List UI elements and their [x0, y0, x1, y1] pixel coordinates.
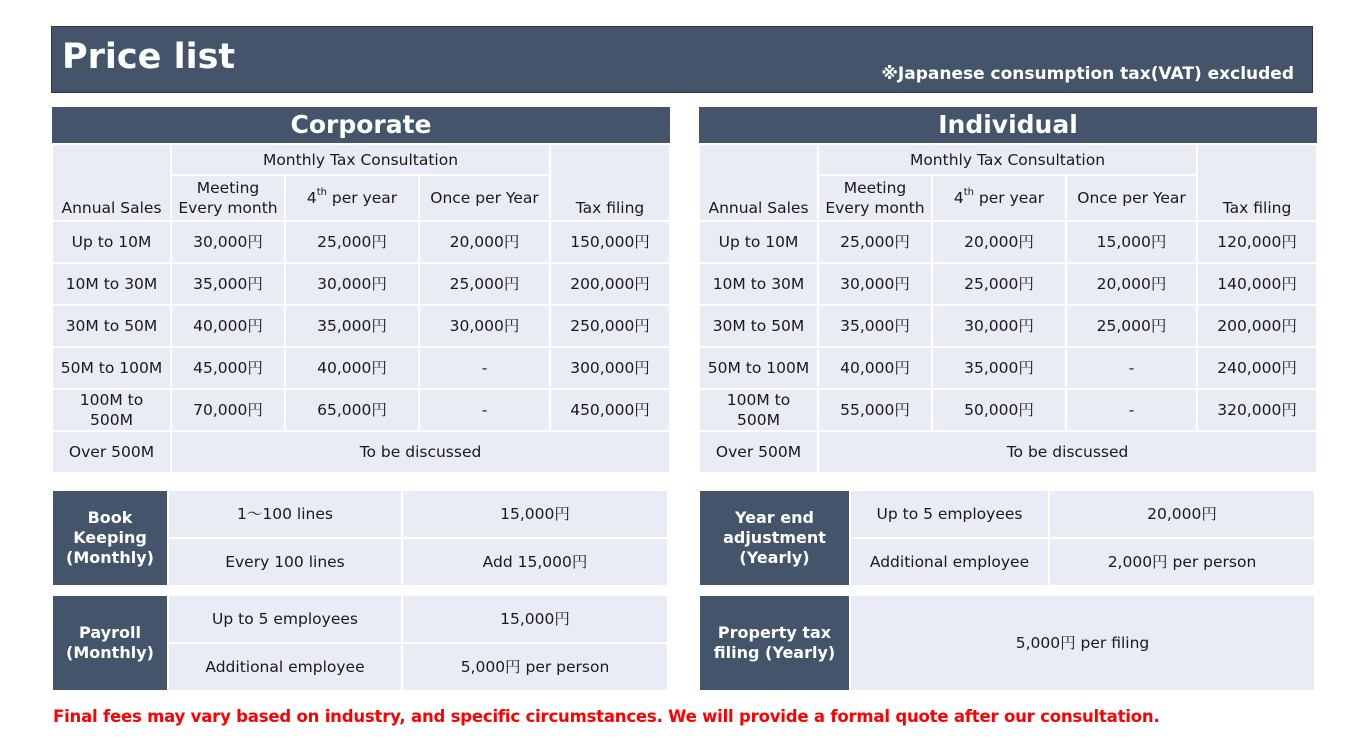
- service-item-cell: 1～100 lines: [168, 490, 402, 538]
- tax-filing-price-cell: 300,000円: [550, 347, 670, 389]
- once-price-cell: 30,000円: [419, 305, 550, 347]
- table-row: [699, 431, 1317, 473]
- table-row: [52, 263, 670, 305]
- once-price-cell: 20,000円: [1066, 263, 1197, 305]
- once-price-cell: 20,000円: [419, 221, 550, 263]
- fourth-price-cell: 40,000円: [285, 347, 419, 389]
- meeting-price-cell: 30,000円: [818, 263, 932, 305]
- tax-filing-price-cell: 150,000円: [550, 221, 670, 263]
- annual-sales-cell: 10M to 30M: [699, 263, 818, 305]
- corporate-price-table: [51, 107, 671, 474]
- annual-sales-cell: 100M to 500M: [52, 389, 171, 431]
- service-item-cell: Up to 5 employees: [850, 490, 1049, 538]
- service-price-cell: 2,000円 per person: [1049, 538, 1315, 586]
- service-price-cell: 20,000円: [1049, 490, 1315, 538]
- page-title: Price list: [62, 37, 236, 77]
- meeting-price-cell: 70,000円: [171, 389, 285, 431]
- fourth-price-cell: 25,000円: [932, 263, 1066, 305]
- col-4th-num: 4: [953, 189, 964, 207]
- meeting-price-cell: 40,000円: [171, 305, 285, 347]
- meeting-price-cell: 25,000円: [818, 221, 932, 263]
- table-row: [699, 305, 1317, 347]
- meeting-price-cell: 35,000円: [171, 263, 285, 305]
- fourth-price-cell: 20,000円: [932, 221, 1066, 263]
- col-group-monthly-consultation: Monthly Tax Consultation: [171, 144, 550, 175]
- table-row: [699, 347, 1317, 389]
- once-price-cell: -: [419, 347, 550, 389]
- service-price-cell: 5,000円 per person: [402, 643, 668, 691]
- service-price-cell: 15,000円: [402, 595, 668, 643]
- col-4th-per-year: [932, 175, 1066, 221]
- col-4th-rest: per year: [326, 189, 398, 207]
- tax-filing-price-cell: 240,000円: [1197, 347, 1317, 389]
- footer-disclaimer: Final fees may vary based on industry, and specific circumstances. We will provide a formal quote after our consultation.: [53, 707, 1160, 726]
- col-4th-sup: th: [316, 187, 327, 198]
- col-once-per-year: Once per Year: [1066, 175, 1197, 221]
- property-tax-label: Property tax filing (Yearly): [699, 595, 850, 691]
- individual-title: Individual: [699, 107, 1317, 144]
- annual-sales-cell: Up to 10M: [699, 221, 818, 263]
- fourth-price-cell: 50,000円: [932, 389, 1066, 431]
- annual-sales-cell: Up to 10M: [52, 221, 171, 263]
- meeting-price-cell: 55,000円: [818, 389, 932, 431]
- service-item-cell: Additional employee: [168, 643, 402, 691]
- once-price-cell: -: [419, 389, 550, 431]
- col-group-monthly-consultation: Monthly Tax Consultation: [818, 144, 1197, 175]
- service-price-cell: 5,000円 per filing: [850, 595, 1315, 691]
- meeting-price-cell: 40,000円: [818, 347, 932, 389]
- tax-filing-price-cell: 200,000円: [1197, 305, 1317, 347]
- col-meeting-every-month: Meeting Every month: [818, 175, 932, 221]
- to-be-discussed-cell: To be discussed: [818, 431, 1317, 473]
- annual-sales-cell: 30M to 50M: [52, 305, 171, 347]
- once-price-cell: -: [1066, 389, 1197, 431]
- col-4th-rest: per year: [973, 189, 1045, 207]
- meeting-price-cell: 30,000円: [171, 221, 285, 263]
- once-price-cell: 25,000円: [1066, 305, 1197, 347]
- bookkeeping-label: Book Keeping (Monthly): [52, 490, 168, 586]
- to-be-discussed-cell: To be discussed: [171, 431, 670, 473]
- fourth-price-cell: 30,000円: [932, 305, 1066, 347]
- tax-filing-price-cell: 200,000円: [550, 263, 670, 305]
- col-tax-filing: Tax filing: [550, 144, 670, 221]
- fourth-price-cell: 65,000円: [285, 389, 419, 431]
- service-price-cell: Add 15,000円: [402, 538, 668, 586]
- annual-sales-cell: 50M to 100M: [52, 347, 171, 389]
- annual-sales-cell: Over 500M: [52, 431, 171, 473]
- service-item-cell: Up to 5 employees: [168, 595, 402, 643]
- table-row: [699, 263, 1317, 305]
- col-4th-num: 4: [306, 189, 317, 207]
- col-meeting-every-month: Meeting Every month: [171, 175, 285, 221]
- tax-filing-price-cell: 120,000円: [1197, 221, 1317, 263]
- col-4th-sup: th: [963, 187, 974, 198]
- payroll-table: [51, 594, 669, 692]
- fourth-price-cell: 30,000円: [285, 263, 419, 305]
- col-once-per-year: Once per Year: [419, 175, 550, 221]
- once-price-cell: -: [1066, 347, 1197, 389]
- fourth-price-cell: 35,000円: [285, 305, 419, 347]
- meeting-price-cell: 45,000円: [171, 347, 285, 389]
- annual-sales-cell: Over 500M: [699, 431, 818, 473]
- once-price-cell: 25,000円: [419, 263, 550, 305]
- table-row: [52, 221, 670, 263]
- individual-price-table: [698, 107, 1318, 474]
- table-row: [52, 347, 670, 389]
- property-tax-table: [698, 594, 1316, 692]
- table-row: [52, 431, 670, 473]
- service-price-cell: 15,000円: [402, 490, 668, 538]
- payroll-label: Payroll (Monthly): [52, 595, 168, 691]
- page-header: [51, 26, 1313, 93]
- col-annual-sales: Annual Sales: [699, 144, 818, 221]
- tax-filing-price-cell: 450,000円: [550, 389, 670, 431]
- year-end-label: Year end adjustment (Yearly): [699, 490, 850, 586]
- meeting-price-cell: 35,000円: [818, 305, 932, 347]
- tax-filing-price-cell: 140,000円: [1197, 263, 1317, 305]
- fourth-price-cell: 25,000円: [285, 221, 419, 263]
- bookkeeping-table: [51, 489, 669, 587]
- tax-filing-price-cell: 320,000円: [1197, 389, 1317, 431]
- annual-sales-cell: 50M to 100M: [699, 347, 818, 389]
- fourth-price-cell: 35,000円: [932, 347, 1066, 389]
- col-annual-sales: Annual Sales: [52, 144, 171, 221]
- col-4th-per-year: [285, 175, 419, 221]
- table-row: [52, 389, 670, 431]
- table-row: [699, 389, 1317, 431]
- once-price-cell: 15,000円: [1066, 221, 1197, 263]
- annual-sales-cell: 100M to 500M: [699, 389, 818, 431]
- annual-sales-cell: 10M to 30M: [52, 263, 171, 305]
- corporate-title: Corporate: [52, 107, 670, 144]
- year-end-adjustment-table: [698, 489, 1316, 587]
- annual-sales-cell: 30M to 50M: [699, 305, 818, 347]
- table-row: [52, 305, 670, 347]
- table-row: [699, 221, 1317, 263]
- service-item-cell: Additional employee: [850, 538, 1049, 586]
- vat-note: ※Japanese consumption tax(VAT) excluded: [881, 64, 1294, 84]
- tax-filing-price-cell: 250,000円: [550, 305, 670, 347]
- col-tax-filing: Tax filing: [1197, 144, 1317, 221]
- service-item-cell: Every 100 lines: [168, 538, 402, 586]
